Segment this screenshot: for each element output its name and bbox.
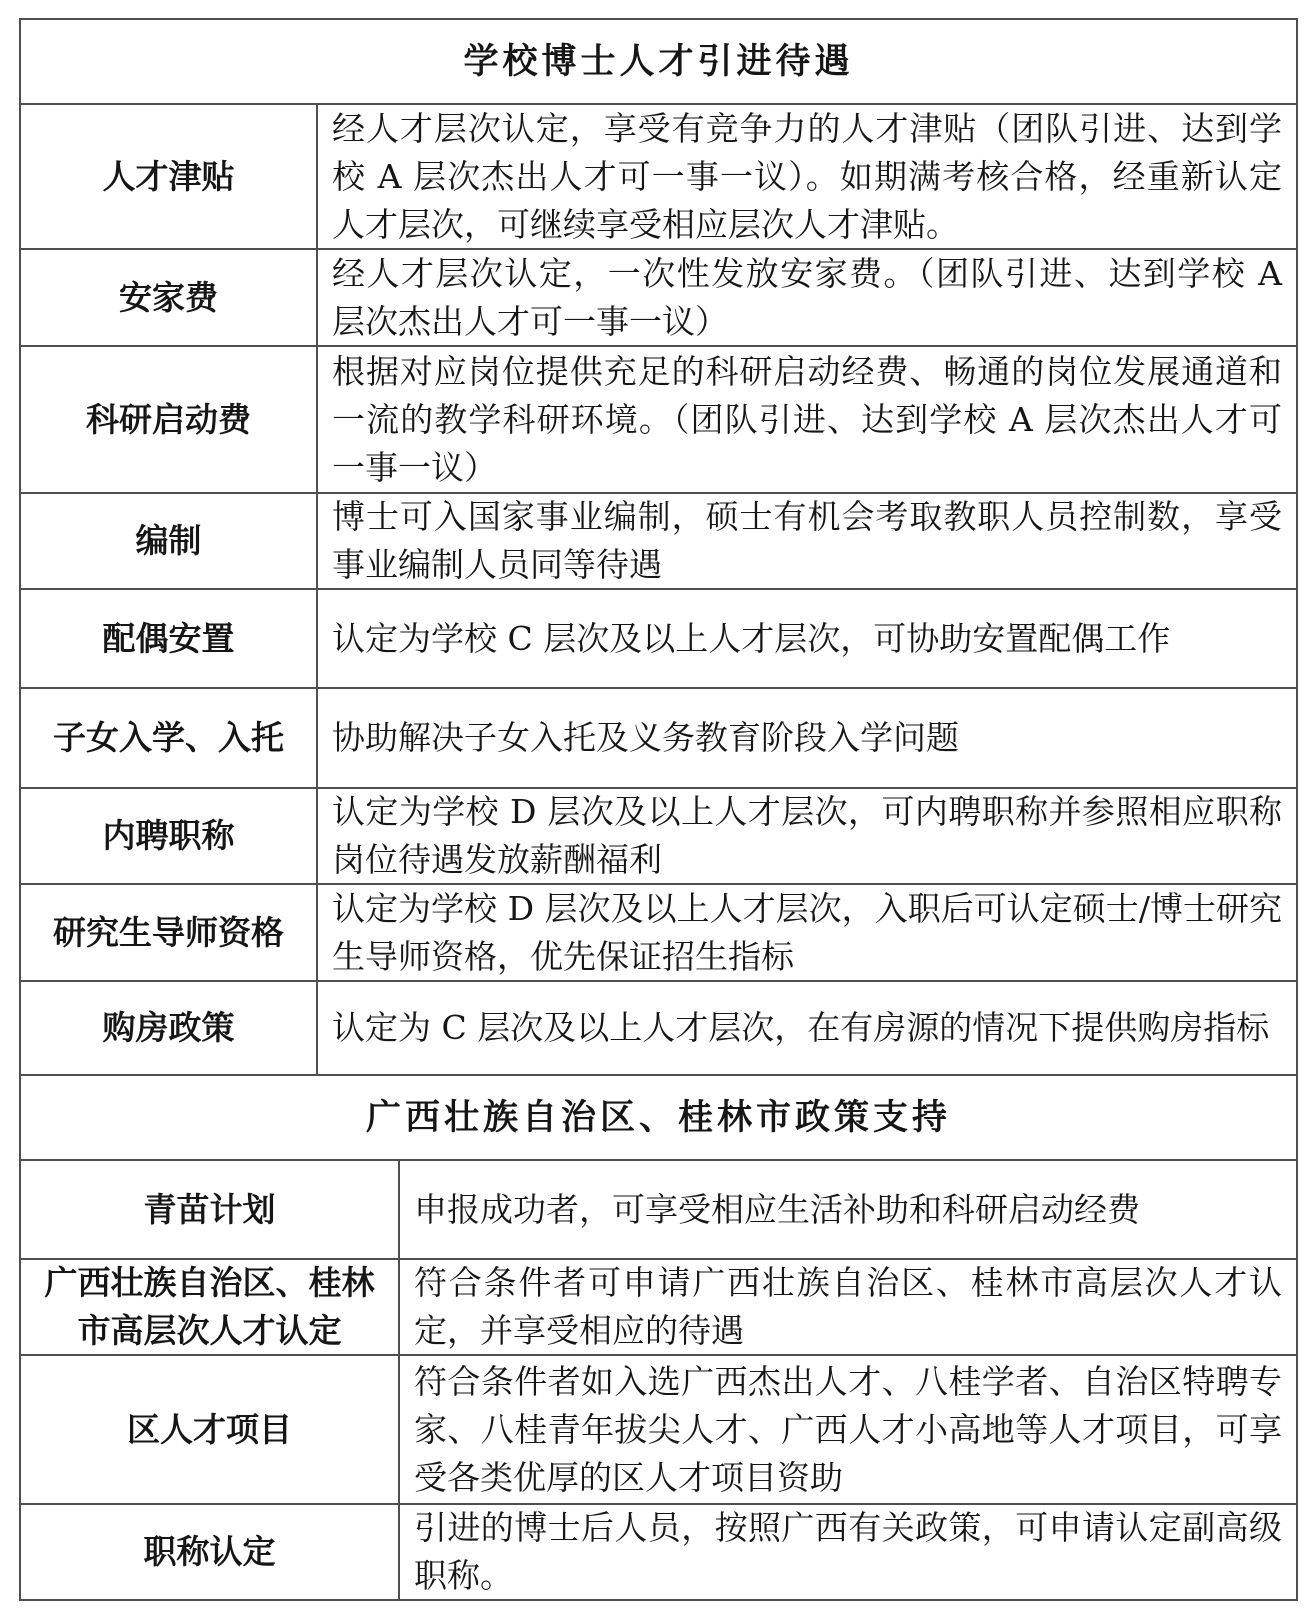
row-label: 购房政策 (21, 982, 318, 1074)
row-label: 青苗计划 (21, 1161, 400, 1258)
row-label: 配偶安置 (21, 590, 318, 687)
row-content-cell (318, 347, 1296, 492)
row-content: 符合条件者可申请广西壮族自治区、桂林市高层次人才认定，并享受相应的待遇 (414, 1263, 1282, 1350)
table-row (21, 1505, 1296, 1599)
row-content: 引进的博士后人员，按照广西有关政策，可申请认定副高级职称。 (414, 1508, 1282, 1595)
row-content-cell (318, 590, 1296, 687)
row-content-cell (318, 885, 1296, 980)
row-content-cell (318, 105, 1296, 248)
row-content: 根据对应岗位提供充足的科研启动经费、畅通的岗位发展通道和一流的教学科研环境。（团队引进、达到学校 A 层次杰出人才可一事一议） (332, 351, 1282, 487)
row-content: 经人才层次认定，享受有竞争力的人才津贴（团队引进、达到学校 A 层次杰出人才可一事一议）。如期满考核合格，经重新认定人才层次，可继续享受相应层次人才津贴。 (332, 108, 1282, 244)
row-content: 认定为 C 层次及以上人才层次，在有房源的情况下提供购房指标 (332, 1008, 1270, 1047)
row-content-cell (400, 1356, 1296, 1503)
section2-title: 广西壮族自治区、桂林市政策支持 (365, 1096, 951, 1138)
row-label: 区人才项目 (21, 1356, 400, 1503)
row-label: 编制 (21, 494, 318, 588)
row-label: 广西壮族自治区、桂林市高层次人才认定 (21, 1260, 400, 1354)
row-label: 科研启动费 (21, 347, 318, 492)
table-row (21, 1161, 1296, 1260)
table-row (21, 494, 1296, 590)
row-content-cell (400, 1260, 1296, 1354)
section1-header-row (21, 20, 1296, 105)
row-content-cell (318, 982, 1296, 1074)
row-content: 协助解决子女入托及义务教育阶段入学问题 (332, 718, 959, 757)
row-content: 申报成功者，可享受相应生活补助和科研启动经费 (414, 1189, 1140, 1229)
table-row (21, 789, 1296, 885)
row-label: 安家费 (21, 250, 318, 345)
table-row (21, 347, 1296, 494)
row-content: 认定为学校 C 层次及以上人才层次，可协助安置配偶工作 (332, 618, 1171, 658)
section1-rows (21, 105, 1296, 1076)
table-row (21, 885, 1296, 982)
row-content-cell (318, 250, 1296, 345)
table-row (21, 1260, 1296, 1356)
row-label: 内聘职称 (21, 789, 318, 883)
table-row (21, 982, 1296, 1076)
row-content: 符合条件者如入选广西杰出人才、八桂学者、自治区特聘专家、八桂青年拔尖人才、广西人才小高地等人才项目，可享受各类优厚的区人才项目资助 (414, 1361, 1282, 1497)
table-row (21, 1356, 1296, 1505)
row-content-cell (318, 494, 1296, 588)
table-row (21, 250, 1296, 347)
row-label: 职称认定 (21, 1505, 400, 1599)
row-label: 子女入学、入托 (21, 689, 318, 787)
row-label: 人才津贴 (21, 105, 318, 248)
row-content: 经人才层次认定，一次性发放安家费。（团队引进、达到学校 A 层次杰出人才可一事一议） (332, 253, 1282, 341)
row-content-cell (318, 689, 1296, 787)
table-row (21, 689, 1296, 789)
talent-benefits-table (19, 18, 1298, 1601)
row-content-cell (318, 789, 1296, 883)
row-content: 博士可入国家事业编制，硕士有机会考取教职人员控制数，享受事业编制人员同等待遇 (332, 497, 1282, 584)
row-content: 认定为学校 D 层次及以上人才层次，入职后可认定硕士/博士研究生导师资格，优先保证招生指标 (332, 888, 1282, 976)
table-row (21, 590, 1296, 689)
row-content-cell (400, 1161, 1296, 1258)
row-label: 研究生导师资格 (21, 885, 318, 980)
section1-title: 学校博士人才引进待遇 (463, 40, 854, 82)
section2-rows (21, 1161, 1296, 1599)
table-row (21, 105, 1296, 250)
section2-header-row (21, 1076, 1296, 1161)
row-content: 认定为学校 D 层次及以上人才层次，可内聘职称并参照相应职称岗位待遇发放薪酬福利 (332, 792, 1282, 879)
row-content-cell (400, 1505, 1296, 1599)
